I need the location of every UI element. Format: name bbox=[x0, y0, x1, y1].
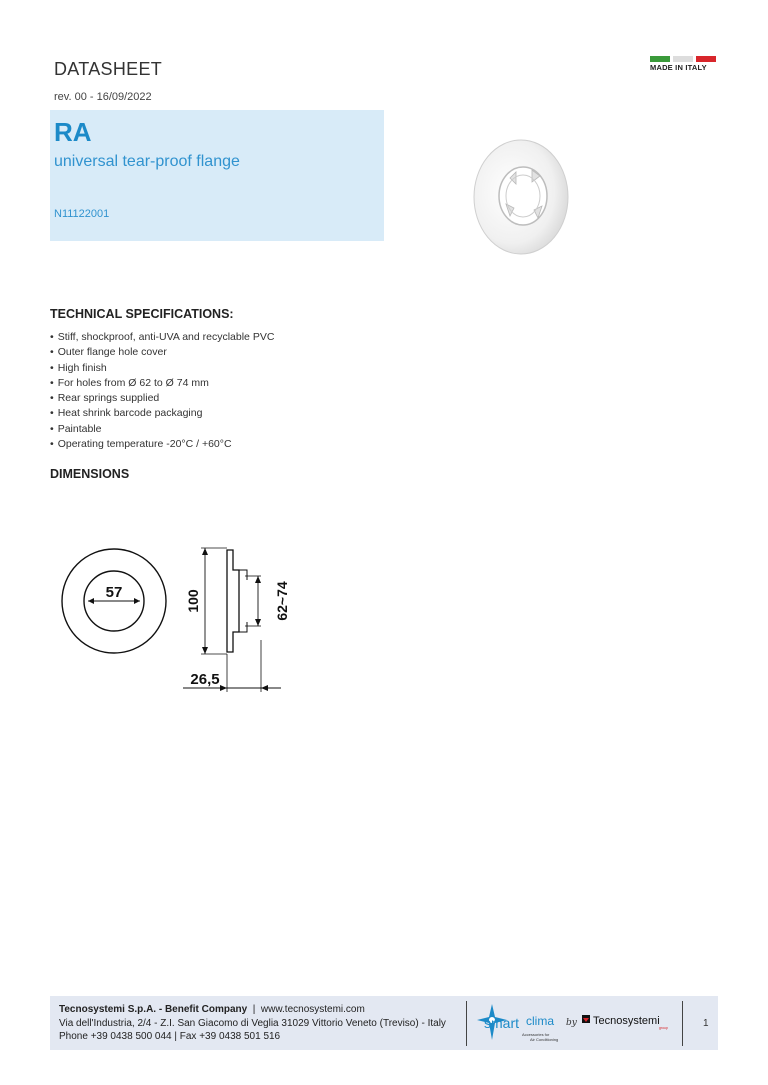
spec-item: • Outer flange hole cover bbox=[50, 345, 274, 360]
page-number: 1 bbox=[703, 1018, 709, 1029]
logo-sub-2: Air Conditioning bbox=[530, 1037, 559, 1042]
company-address: Via dell'Industria, 2/4 - Z.I. San Giacomo di Veglia 31029 Vittorio Veneto (Treviso) - Italy bbox=[59, 1017, 446, 1029]
product-code: RA bbox=[54, 117, 92, 147]
revision-date: rev. 00 - 16/09/2022 bbox=[54, 91, 152, 103]
outer-diameter-label: 100 bbox=[185, 589, 201, 613]
depth-label: 26,5 bbox=[190, 671, 220, 688]
spec-item: • For holes from Ø 62 to Ø 74 mm bbox=[50, 376, 274, 391]
footer-divider bbox=[466, 1001, 467, 1046]
product-header-box bbox=[50, 110, 384, 241]
smart-clima-logo bbox=[474, 1000, 684, 1046]
website-link[interactable]: www.tecnosystemi.com bbox=[260, 1004, 365, 1015]
specs-list bbox=[50, 330, 274, 452]
made-in-italy-badge bbox=[650, 56, 716, 72]
logo-sub-1: Accessories for bbox=[522, 1032, 550, 1037]
logo-group-text: group bbox=[659, 1026, 668, 1030]
inner-diameter-label: 57 bbox=[105, 584, 123, 601]
spec-item: • High finish bbox=[50, 361, 274, 376]
phone-fax: Phone +39 0438 500 044 | Fax +39 0438 501 516 bbox=[59, 1031, 281, 1042]
product-description: universal tear-proof flange bbox=[54, 153, 240, 170]
logo-by-text: by bbox=[566, 1018, 577, 1028]
spec-item: • Stiff, shockproof, anti-UVA and recyclable PVC bbox=[50, 330, 274, 345]
article-number: N11122001 bbox=[54, 208, 110, 220]
spec-item: • Paintable bbox=[50, 422, 274, 437]
logo-clima-text: clima bbox=[526, 1014, 555, 1028]
spec-item: • Rear springs supplied bbox=[50, 391, 274, 406]
italian-flag-icon bbox=[650, 56, 716, 62]
spec-item: • Heat shrink barcode packaging bbox=[50, 406, 274, 421]
logo-company-text: Tecnosystemi bbox=[593, 1015, 660, 1027]
hole-range-label: 62~74 bbox=[274, 581, 290, 621]
made-in-italy-text: MADE IN ITALY bbox=[650, 63, 707, 72]
logo-smart-text: smart bbox=[484, 1015, 519, 1031]
footer-contact: Tecnosystemi S.p.A. - Benefit Company | www.tecnosystemi.com Via dell'Industria, 2/4 - Z.I. San Giacomo di Veglia 31029 Vittorio Veneto (Treviso) - Italy Phone +39 0438 500 044 | Fax +39 0438 501 516 bbox=[59, 1004, 446, 1042]
dimension-drawing bbox=[55, 540, 295, 700]
company-name: Tecnosystemi S.p.A. - Benefit Company bbox=[59, 1004, 248, 1015]
document-title: DATASHEET bbox=[54, 59, 163, 79]
tecnosystemi-mark-icon bbox=[582, 1015, 590, 1023]
page-footer bbox=[50, 996, 718, 1050]
spec-item: • Operating temperature -20°C / +60°C bbox=[50, 437, 274, 452]
specs-heading: TECHNICAL SPECIFICATIONS: bbox=[50, 307, 234, 321]
footer-divider bbox=[682, 1001, 683, 1046]
side-profile bbox=[227, 550, 239, 652]
dimensions-heading: DIMENSIONS bbox=[50, 467, 130, 481]
flange-photo-icon bbox=[470, 138, 576, 256]
